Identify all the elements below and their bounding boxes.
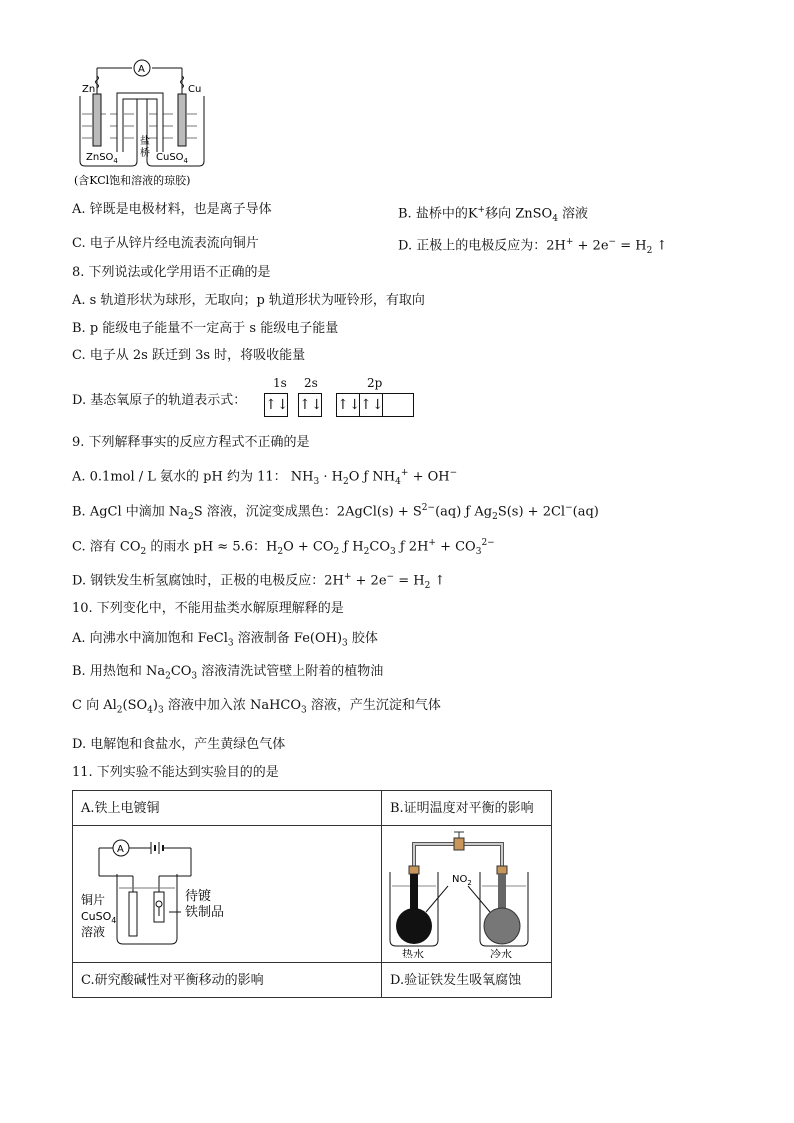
figure-caption: (含KCl饱和溶液的琼胶) — [74, 174, 191, 187]
left-solution-label: ZnSO$_4$ — [86, 152, 118, 165]
orbital-label-1s: 1s — [273, 376, 287, 390]
cell-a-figure — [73, 826, 382, 963]
q9-option-c: C. 溶有 $CO_2$ 的雨水 pH ≈ 5.6：$H_2O + CO_2$ ƒ $H_2CO_3$ ƒ $2H^+ + CO_3^{2-}$ — [72, 538, 495, 557]
orbital-box-2s: ↑↓ — [298, 393, 322, 417]
salt-bridge-label-2: 桥 — [140, 148, 150, 159]
q11-stem: 11. 下列实验不能达到实验目的的是 — [72, 765, 279, 780]
galvanic-cell-figure — [72, 56, 222, 196]
cell-b-figure — [382, 826, 552, 963]
cu-label: Cu — [188, 84, 202, 95]
q10-option-b: B. 用热饱和 $Na_2CO_3$ 溶液清洗试管壁上附着的植物油 — [72, 664, 384, 682]
q7-option-b: B. 盐桥中的K+移向 ZnSO$_4$ 溶液 — [398, 205, 589, 224]
ammeter-label: A — [138, 64, 145, 75]
q8-option-c: C. 电子从 2s 跃迁到 3s 时，将吸收能量 — [72, 348, 306, 363]
zn-label: Zn — [82, 84, 96, 95]
q7-option-a: A. 锌既是电极材料，也是离子导体 — [72, 202, 272, 217]
orbital-box-2p-2: ↑↓ — [359, 393, 383, 417]
q10-stem: 10. 下列变化中，不能用盐类水解原理解释的是 — [72, 601, 344, 616]
no2-label: $NO_2$ — [452, 874, 472, 887]
cell-d-title: D.验证铁发生吸氧腐蚀 — [382, 963, 552, 998]
ammeter-label-a: A — [117, 844, 124, 855]
q11-experiment-table — [72, 790, 552, 998]
q10-option-c: C 向 $Al_2(SO_4)_3$ 溶液中加入浓 NaHCO$_3$ 溶液，产生沉淀和气体 — [72, 698, 441, 716]
salt-bridge-label-1: 盐 — [140, 136, 150, 147]
orbital-label-2p: 2p — [367, 376, 383, 390]
q10-option-a: A. 向沸水中滴加饱和 FeCl$_3$ 溶液制备 $Fe(OH)_3$ 胶体 — [72, 631, 378, 649]
cell-a-title: A.铁上电镀铜 — [73, 791, 382, 826]
q8-option-b: B. p 能级电子能量不一定高于 s 能级电子能量 — [72, 321, 339, 336]
q9-stem: 9. 下列解释事实的反应方程式不正确的是 — [72, 435, 310, 450]
cell-c-title: C.研究酸碱性对平衡移动的影响 — [73, 963, 382, 998]
cold-water-label: 冷水 — [490, 948, 512, 958]
orbital-box-2p-3 — [382, 393, 414, 417]
item-label-2: 铁制品 — [185, 905, 225, 920]
item-label-1: 待镀 — [185, 889, 212, 904]
hot-water-label: 热水 — [402, 948, 424, 958]
q7-option-d: D. 正极上的电极反应为：$2H^+ + 2e^- = H_2$ ↑ — [398, 237, 668, 256]
q8-option-d: D. 基态氧原子的轨道表示式： — [72, 393, 247, 408]
q8-option-a: A. s 轨道形状为球形，无取向；p 轨道形状为哑铃形，有取向 — [72, 293, 425, 308]
no2-equilibrium-figure — [382, 826, 548, 958]
orbital-label-2s: 2s — [304, 376, 318, 390]
cell-b-title: B.证明温度对平衡的影响 — [382, 791, 552, 826]
q10-option-d: D. 电解饱和食盐水，产生黄绿色气体 — [72, 737, 286, 752]
electroplating-figure — [73, 826, 273, 958]
q9-option-d: D. 钢铁发生析氢腐蚀时，正极的电极反应：$2H^+ + 2e^- = H_2$ ↑ — [72, 572, 446, 591]
orbital-box-1s: ↑↓ — [264, 393, 288, 417]
right-solution-label: CuSO$_4$ — [156, 152, 189, 165]
orbital-box-2p-1: ↑↓ — [336, 393, 360, 417]
q8-stem: 8. 下列说法或化学用语不正确的是 — [72, 265, 271, 280]
cuso4-label: CuSO$_4$ — [81, 910, 117, 925]
q7-option-c: C. 电子从锌片经电流表流向铜片 — [72, 236, 259, 251]
solution-label: 溶液 — [81, 925, 106, 939]
copper-label: 铜片 — [81, 893, 106, 907]
q9-option-b: B. AgCl 中滴加 $Na_2S$ 溶液，沉淀变成黑色：2AgCl(s) + $S^{2-}(aq)$ ƒ $Ag_2S(s) + 2Cl^-(aq)$ — [72, 503, 599, 522]
q9-option-a: A. 0.1mol / L 氨水的 pH 约为 11： $NH_3 \cdot H_2O$ ƒ $NH_4^+ + OH^-$ — [72, 468, 458, 487]
